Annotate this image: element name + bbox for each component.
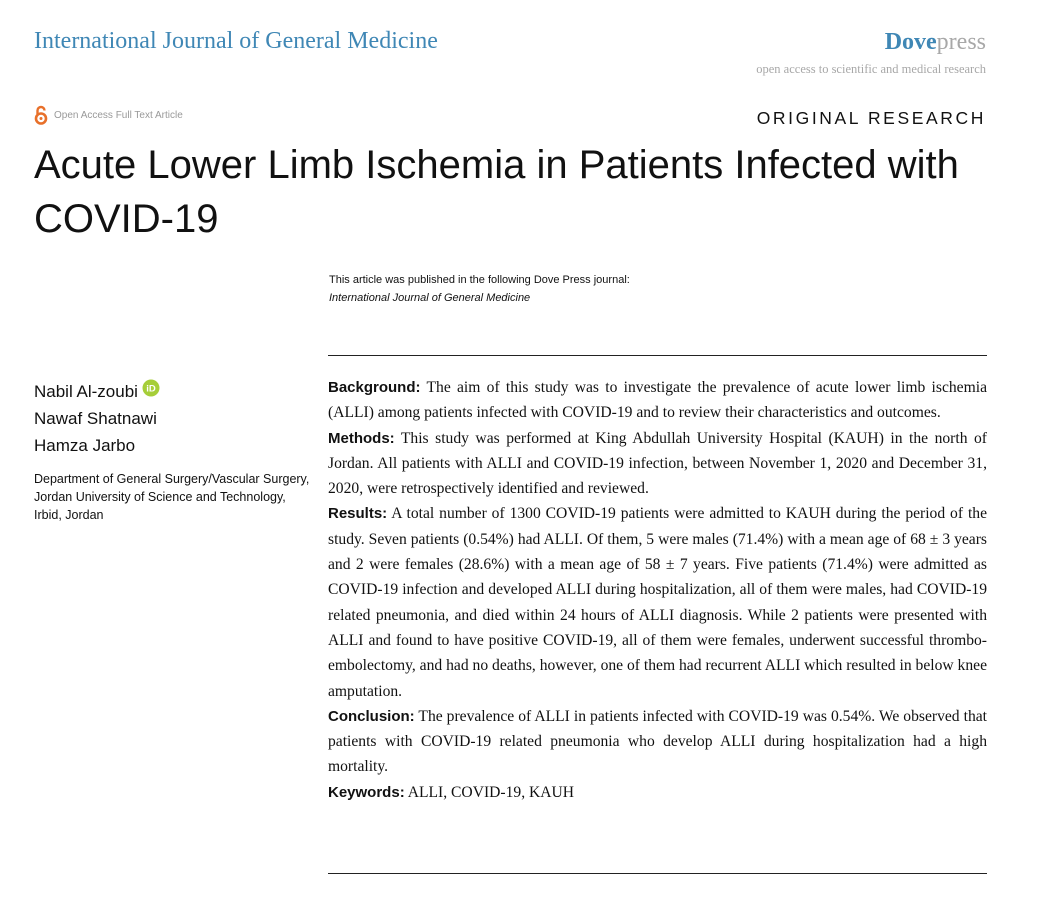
author-name: Hamza Jarbo — [34, 436, 136, 455]
brand-part-press: press — [936, 29, 986, 55]
open-access-label: Open Access Full Text Article — [54, 109, 183, 121]
author — [34, 405, 160, 432]
abstract-keywords — [328, 780, 987, 805]
brand-part-dove: Dove — [884, 29, 937, 55]
author-name: Nawaf Shatnawi — [34, 409, 157, 428]
publication-journal: International Journal of General Medicine — [329, 292, 531, 304]
top-divider — [328, 355, 987, 356]
orcid-icon[interactable] — [142, 378, 160, 405]
author — [34, 378, 160, 405]
section-label: Methods: — [328, 429, 395, 447]
publication-line: This article was published in the following Dove Press journal: — [329, 274, 630, 286]
section-label: Conclusion: — [328, 707, 415, 725]
article-title: Acute Lower Limb Ischemia in Patients Infected with COVID-19 — [34, 143, 959, 241]
author-list — [34, 378, 160, 459]
journal-name: International Journal of General Medicine — [34, 28, 438, 54]
publication-note — [329, 271, 630, 307]
section-label: Background: — [328, 379, 421, 396]
article-type: ORIGINAL RESEARCH — [756, 108, 986, 128]
section-label: Keywords: — [328, 783, 405, 801]
section-label: Results: — [328, 505, 388, 523]
affiliation: Department of General Surgery/Vascular Surgery, Jordan University of Science and Technology, Irbid, Jordan — [34, 472, 310, 522]
dovepress-logo — [885, 29, 986, 56]
abstract — [328, 375, 987, 805]
author — [34, 432, 160, 459]
section-text: This study was performed at King Abdullah University Hospital (KAUH) in the north of Jordan. All patients with ALLI and COVID-19 infection, between November 1, 2020 and December 31, 2020, were retrospectively identified and reviewed. — [328, 429, 987, 498]
abstract-conclusion — [328, 704, 987, 780]
open-access-lock-icon — [34, 105, 48, 125]
publisher-tagline: open access to scientific and medical research — [756, 62, 986, 76]
section-text: The aim of this study was to investigate the prevalence of acute lower limb ischemia (ALLI) among patients infected with COVID-19 and to review their characteristics and outcomes. — [328, 379, 987, 422]
section-text: A total number of 1300 COVID-19 patients were admitted to KAUH during the period of the study. Seven patients (0.54%) had ALLI. Of them, 5 were males (71.4%) with a mean age of 68 ± 3 years and 2 were females (28.6%) with a mean age of 58 ± 7 years. Five patients (71.4%) were admitted as COVID-19 infection and developed ALLI during hospitalization, all of them were males, had COVID-19 related pneumonia, and died within 24 hours of ALLI diagnosis. While 2 patients were presented with ALLI and found to have positive COVID-19, all of them were females, underwent successful thrombo-embolectomy, and had no deaths, however, one of them had recurrent ALLI which resulted in below knee amputation. — [328, 505, 987, 700]
bottom-divider — [328, 873, 987, 874]
open-access-badge — [34, 105, 183, 125]
abstract-background — [328, 375, 987, 426]
keywords-text: ALLI, COVID-19, KAUH — [407, 783, 575, 801]
orcid-icon-text: iD — [146, 383, 156, 395]
abstract-results — [328, 501, 987, 703]
section-text: The prevalence of ALLI in patients infected with COVID-19 was 0.54%. We observed that patients with COVID-19 related pneumonia who develop ALLI during hospitalization had a high mortality. — [328, 707, 987, 776]
abstract-methods — [328, 426, 987, 502]
author-name: Nabil Al-zoubi — [34, 382, 138, 401]
